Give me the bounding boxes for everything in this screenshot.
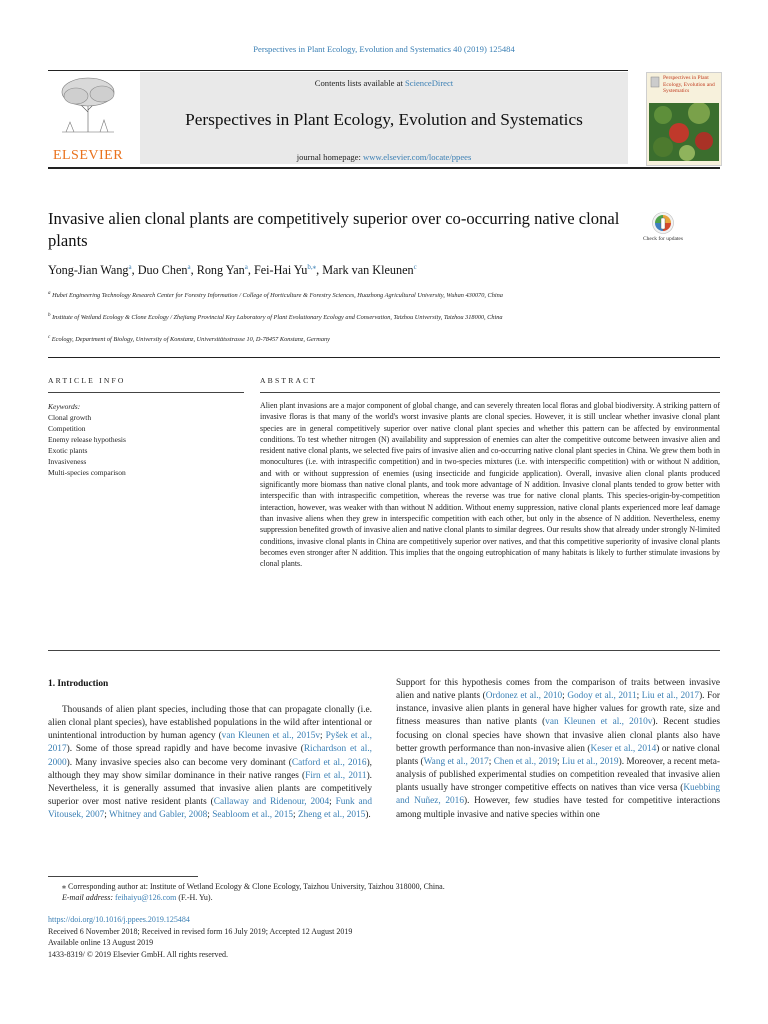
body-text: ; — [104, 810, 110, 821]
citation-link[interactable]: Ordonez et al., 2010 — [485, 691, 563, 702]
sciencedirect-link[interactable]: ScienceDirect — [405, 78, 454, 88]
affiliation-a — [48, 288, 648, 301]
abstract-heading: ABSTRACT — [260, 376, 318, 385]
corresponding-author-footnote — [48, 881, 668, 903]
body-text: ). Moreover, a recent meta-analysis of published experimental studies on competition revealed that invasive alien plants usually have stronger competitive effects on natives than vice versa ( — [396, 756, 720, 794]
author-affiliation-mark[interactable]: c — [413, 263, 417, 271]
author-list: Yong-Jian Wang$^a$, Duo Chen$^a$, Rong Yan$^a$, Fei-Hai $Yu^{b,⁎}$, Mark van Kleunen$^c$ — [48, 263, 417, 278]
cover-title: Perspectives in Plant Ecology, Evolution and Systematics — [663, 75, 715, 94]
article-info-heading: ARTICLE INFO — [48, 376, 126, 385]
author-name[interactable]: Duo Chen — [137, 263, 188, 278]
email-link[interactable]: feihaiyu@126.com — [115, 893, 177, 902]
article-title: Invasive alien clonal plants are competitively superior over co-occurring native clonal plants — [48, 209, 620, 250]
citation-link[interactable]: Seabloom et al., 2015 — [212, 810, 294, 821]
introduction-left-column — [48, 704, 372, 822]
citation-link[interactable]: Pyšek et al., 2017 — [48, 731, 372, 755]
citation-link[interactable]: Kuebbing and Nuñez, 2016 — [396, 783, 720, 807]
homepage-line — [140, 152, 628, 162]
header-top-rule — [48, 70, 628, 71]
keywords-label: Keywords: — [48, 402, 81, 411]
check-for-updates-badge[interactable] — [642, 212, 688, 258]
body-text: ; — [562, 691, 568, 702]
keyword-item: Exotic plants — [48, 446, 88, 455]
author-name[interactable]: Mark van Kleunen — [322, 263, 414, 278]
affiliation-mark: c — [48, 335, 51, 340]
keywords-block — [48, 401, 238, 478]
check-for-updates-icon — [652, 212, 674, 234]
section-rule — [48, 357, 720, 358]
cover-photo-icon — [649, 103, 719, 161]
abstract-bottom-rule — [48, 650, 720, 651]
body-text: ; — [320, 731, 326, 742]
citation-link[interactable]: van Kleunen et al., 2015v — [221, 731, 321, 742]
keyword-item: Invasiveness — [48, 457, 87, 466]
citation-link[interactable]: Keser et al., 2014 — [590, 743, 657, 754]
citation-link[interactable]: Zheng et al., 2015 — [297, 810, 366, 821]
body-text: ). Nevertheless, it is generally assumed that invasive alien plants are competitively superior over most native resident plants ( — [48, 770, 372, 808]
citation-link[interactable]: Funk and Vitousek, 2007 — [48, 797, 372, 821]
email-label: E-mail address: — [62, 893, 116, 902]
author-affiliation-mark[interactable]: a — [187, 263, 191, 271]
body-text: Thousands of alien plant species, including those that can propagate clonally (i.e. alien clonal plant species), have established populations in the wild after intentional or unintentional introduction by human agency ( — [48, 705, 372, 742]
affiliation-text: Hubei Engineering Technology Research Center for Forestry Information / College of Horticulture & Forestry Sciences, Huazhong Agricultural University, Wuhan 430070, China — [50, 292, 503, 300]
article-info-rule — [48, 392, 244, 393]
elsevier-tree-icon — [54, 74, 122, 134]
affiliation-text: Ecology, Department of Biology, University of Konstanz, Universitätsstrasse 10, D-78457 Konstanz, Germany — [50, 336, 330, 344]
abstract-rule — [260, 392, 720, 393]
body-text: ). However, few studies have tested for competitive interactions among multiple invasive and native species within one — [396, 796, 720, 820]
body-text: ) or native clonal plants ( — [396, 743, 720, 767]
journal-title: Perspectives in Plant Ecology, Evolution and Systematics — [185, 110, 583, 129]
keyword-item: Enemy release hypothesis — [48, 435, 126, 444]
body-text: ). Some of those spread rapidly and have become invasive ( — [66, 744, 304, 755]
introduction-right-column — [396, 677, 720, 822]
author-affiliation-mark[interactable]: b,⁎ — [307, 263, 317, 271]
citation-link[interactable]: Richardson et al., 2000 — [48, 744, 373, 768]
body-text: ), although they may show similar dominance in their native ranges ( — [48, 757, 372, 781]
body-text: ; — [207, 810, 213, 821]
online-date: Available online 13 August 2019 — [48, 938, 154, 947]
affiliation-text: Institute of Wetland Ecology & Clone Ecology / Zhejiang Provincial Key Laboratory of Plant Evolutionary Ecology and Conservation, Taizhou University, Taizhou 318000, China — [50, 314, 503, 322]
homepage-link[interactable]: www.elsevier.com/locate/ppees — [363, 152, 472, 162]
author-affiliation-mark[interactable]: a — [244, 263, 248, 271]
homepage-prefix: journal homepage: — [296, 152, 364, 162]
body-text: ; — [488, 756, 494, 767]
copyright-line: 1433-8319/ © 2019 Elsevier GmbH. All rights reserved. — [48, 949, 229, 959]
body-text: ; — [329, 797, 336, 808]
citation-link[interactable]: van Kleunen et al., 2010v — [545, 717, 653, 728]
introduction-heading: 1. Introduction — [48, 679, 109, 689]
article-metadata — [48, 914, 668, 960]
citation-link[interactable]: Wang et al., 2017 — [423, 756, 489, 767]
citation-link[interactable]: Liu et al., 2017 — [641, 691, 700, 702]
keywords-list — [48, 412, 238, 478]
elsevier-logo[interactable] — [48, 72, 128, 164]
journal-header-box — [140, 72, 628, 164]
author-affiliation-mark[interactable]: a — [128, 263, 132, 271]
affiliation-c — [48, 332, 648, 345]
keyword-item: Multi-species comparison — [48, 468, 126, 477]
affiliation-mark: b — [48, 313, 51, 318]
body-text: ; — [557, 756, 562, 767]
citation-link[interactable]: Liu et al., 2019 — [561, 756, 619, 767]
citation-link[interactable]: Callaway and Ridenour, 2004 — [213, 797, 330, 808]
body-text: ). Many invasive species also can become very dominant ( — [66, 757, 292, 768]
email-line — [48, 892, 668, 903]
doi-link[interactable]: https://doi.org/10.1016/j.ppees.2019.125484 — [48, 915, 190, 924]
body-text: ). For instance, invasive alien plants in general have higher values for growth rate, size and fitness measures than native plants ( — [396, 691, 720, 728]
cover-logo-icon — [650, 76, 660, 88]
body-text: ). Recent studies focusing on clonal species have shown that invasive alien clonal plants also have better growth performance than non-invasive alien ( — [396, 717, 720, 754]
journal-cover-thumbnail[interactable] — [646, 72, 722, 166]
contents-line — [140, 78, 628, 88]
author-name[interactable]: Fei-Hai Yu — [253, 263, 308, 278]
abstract-text: Alien plant invasions are a major component of global change, and can severely threaten local floras and global biodiversity. A striking pattern of invasive floras is that many of the world's worst invasive plants are clonal species. However, it is still unclear whether invasive clonal plant species are in general competitively superior over native clonal plant species and whether this pattern can be affected by environmental conditions. To test whether nitrogen (N) availability and suppression of enemies can alter the competitive outcome between invasive alien and resident native clonal plants, we selected five pairs of invasive alien and co-occurring native clonal plant species in China. We grew them both in monocultures (i.e. with intraspecific competition) and in two-species mixtures (i.e. with interspecific competition) with or without N addition, and with or without suppression of enemies (using insecticide and fungicide application). Overall, invasive alien clonal plants produced significantly more biomass than native clonal plants, and took more advantage of N addition. Invasive clonal plants tended to grow better with interspecific than with intraspecific competition, whereas the reverse was true for native clonal plants. This species-origin-by-competition interaction, however, was weaker with than without N addition. Without enemy suppression, native clonal plants experienced more leaf damage than invasive aliens when they grew in interspecific competition with each other, but only in the absence of N addition. Nevertheless, enemy suppression benefited growth of invasive alien and native clonal plants to similar degrees. Our results show that already under strongly N-limited conditions, invasive clonal plants in China are competitively superior over natives, and that this competitive superiority of invasive clonal plants becomes even stronger after N addition. This implies that the ongoing eutrophication of many habitats is likely to further stimulate invasions by clonal plants. — [260, 401, 720, 569]
keyword-item: Clonal growth — [48, 413, 92, 422]
corresponding-author-note: ⁎ Corresponding author at: Institute of Wetland Ecology & Clone Ecology, Taizhou University, Taizhou 318000, China. — [62, 882, 445, 891]
header-bottom-rule — [48, 167, 720, 169]
citation-link[interactable]: Catford et al., 2016 — [291, 757, 367, 768]
affiliation-b — [48, 310, 648, 323]
contents-prefix: Contents lists available at — [314, 78, 405, 88]
body-text: ; — [636, 691, 642, 702]
author-name[interactable]: Yong-Jian Wang — [48, 263, 129, 278]
citation-link[interactable]: Whitney and Gabler, 2008 — [109, 810, 208, 821]
citation-link[interactable]: Chen et al., 2019 — [493, 756, 558, 767]
body-text: Support for this hypothesis comes from the comparison of traits between invasive alien and native plants ( — [396, 678, 720, 702]
footnote-rule — [48, 876, 198, 877]
body-text: ). — [365, 810, 371, 821]
keyword-item: Competition — [48, 424, 86, 433]
email-suffix: (F.-H. Yu). — [176, 893, 213, 902]
check-for-updates-label: Check for updates — [642, 236, 683, 242]
author-name[interactable]: Rong Yan — [196, 263, 245, 278]
citation-link[interactable]: Firn et al., 2011 — [305, 770, 367, 781]
publisher-name: ELSEVIER — [52, 148, 124, 163]
citation-link[interactable]: Godoy et al., 2011 — [567, 691, 637, 702]
affiliation-mark: a — [48, 291, 51, 296]
journal-reference-link[interactable]: Perspectives in Plant Ecology, Evolution and Systematics 40 (2019) 125484 — [253, 44, 515, 54]
body-text: ; — [293, 810, 298, 821]
history-dates: Received 6 November 2018; Received in revised form 16 July 2019; Accepted 12 August 2019 — [48, 926, 353, 936]
